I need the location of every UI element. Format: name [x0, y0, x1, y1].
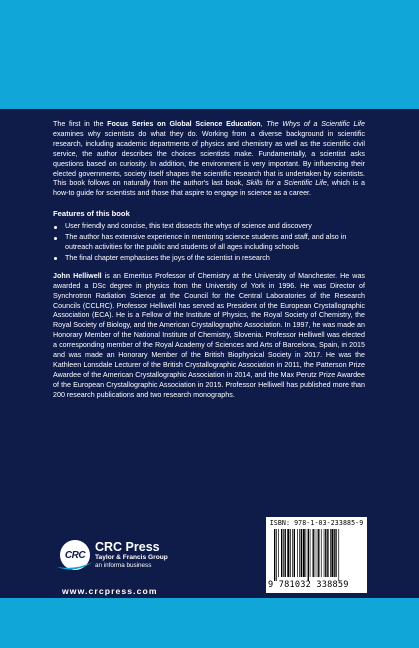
barcode-bar: [313, 529, 314, 577]
barcode-bar: [299, 529, 300, 577]
barcode-bar: [301, 529, 302, 577]
barcode-bar: [276, 529, 277, 581]
barcode-bar: [294, 529, 295, 577]
publisher-url[interactable]: www.crcpress.com: [62, 586, 158, 596]
feature-item: The final chapter emphasises the joys of the scientist in research: [53, 254, 365, 264]
barcode-bar: [287, 529, 289, 577]
bottom-color-band: [0, 598, 419, 648]
feature-item: User friendly and concise, this text dissects the whys of science and discovery: [53, 222, 365, 232]
crc-logo-mark: CRC: [64, 549, 86, 561]
barcode-bar: [327, 529, 328, 577]
author-bio: [53, 272, 365, 401]
barcode-bar: [290, 529, 291, 577]
swoosh-icon: [56, 558, 94, 572]
previous-book-title: Skills for a Scientific Life: [246, 179, 327, 188]
barcode-bar: [336, 529, 337, 577]
barcode-bar: [303, 529, 305, 577]
barcode-bar: [278, 529, 279, 577]
isbn-barcode: [266, 517, 367, 593]
barcode-digits: 9 781032 338859: [268, 580, 349, 590]
publisher-group: Taylor & Francis Group: [95, 554, 168, 561]
barcode-bar: [281, 529, 282, 577]
barcode-bar: [306, 529, 307, 577]
series-name: Focus Series on Global Science Education: [107, 120, 261, 128]
author-name: John Helliwell: [53, 271, 102, 280]
barcode-bar: [315, 529, 316, 577]
barcode-bar: [308, 529, 309, 581]
back-cover-text: [53, 120, 365, 401]
barcode-bar: [334, 529, 335, 577]
barcode-bar: [317, 529, 318, 577]
top-color-band: [0, 0, 419, 109]
barcode-bar: [285, 529, 286, 577]
book-description: [53, 120, 365, 199]
barcode-bar: [338, 529, 339, 581]
features-list: [53, 222, 365, 264]
intro-text-1: The first in the: [53, 120, 108, 128]
barcode-bar: [331, 529, 333, 577]
feature-item: The author has extensive experience in mentoring science students and staff, and also in outreach activities for the public and students of all ages including schools: [53, 233, 365, 253]
isbn-label: ISBN: 978-1-03-233885-9: [269, 519, 364, 527]
barcode-bar: [325, 529, 326, 577]
barcode-bar: [310, 529, 311, 577]
barcode-bar: [330, 529, 331, 577]
features-heading: Features of this book: [53, 209, 130, 219]
barcode-bar: [292, 529, 293, 577]
publisher-text: [95, 541, 168, 570]
intro-text-3: examines why scientists do what they do. Working from a diverse background in scientific research, including academic departments of physics and chemistry as well as the scientific civil service, the author describes the choices scientists make. Fundamentally, a scientist asks questions based on curiosity. In addition, the environment is very important. By influencing their elected governments, society itself shapes the scientific research that is undertaken by scientists. This book follows on naturally from the author's last book,: [53, 129, 365, 188]
publisher-tagline: an informa business: [95, 562, 152, 569]
barcode-bar: [274, 529, 275, 581]
intro-text-4: , which is a how-to guide for scientists and those that aspire to engage in science as a career.: [53, 179, 365, 198]
author-bio-text: is an Emeritus Professor of Chemistry at the University of Manchester. He was awarded a DSc degree in physics from the University of York in 1996. He was Director of Synchrotron Radiation Science at the Council for the Central Laboratories of the Research Councils (CCLRC). Professor Helliwell has served as President of the European Crystallographic Association (ECA). He is a Fellow of the Institute of Physics, the Royal Society of Chemistry, the Royal Society of Biology, and the American Crystallographic Association. In 1997, he was made an Honorary Member of the National Institute of Chemistry, Slovenia. Professor Helliwell was elected a corresponding member of the Royal Academy of Sciences and Arts of Barcelona, Spain, in 2015 and was made an Honorary Member of the British Biophysical Society in 2017. He was the Kathleen Lonsdale Lecturer of the British Crystallographic Association in 2011, the Patterson Prize Awardee of the American Crystallographic Association in 2014, and the Max Perutz Prize Awardee of the European Crystallographic Association in 2015. Professor Helliwell has published more than 200 research publications and two research monographs.: [53, 271, 365, 399]
barcode-bars: [274, 529, 360, 581]
intro-text-2: ,: [260, 120, 267, 128]
barcode-bar: [324, 529, 325, 577]
barcode-bar: [283, 529, 284, 577]
publisher-name: CRC Press: [95, 540, 160, 554]
barcode-bar: [297, 529, 298, 577]
barcode-bar: [318, 529, 319, 577]
book-title-italic: The Whys of a Scientific Life: [266, 120, 366, 128]
barcode-bar: [321, 529, 322, 577]
